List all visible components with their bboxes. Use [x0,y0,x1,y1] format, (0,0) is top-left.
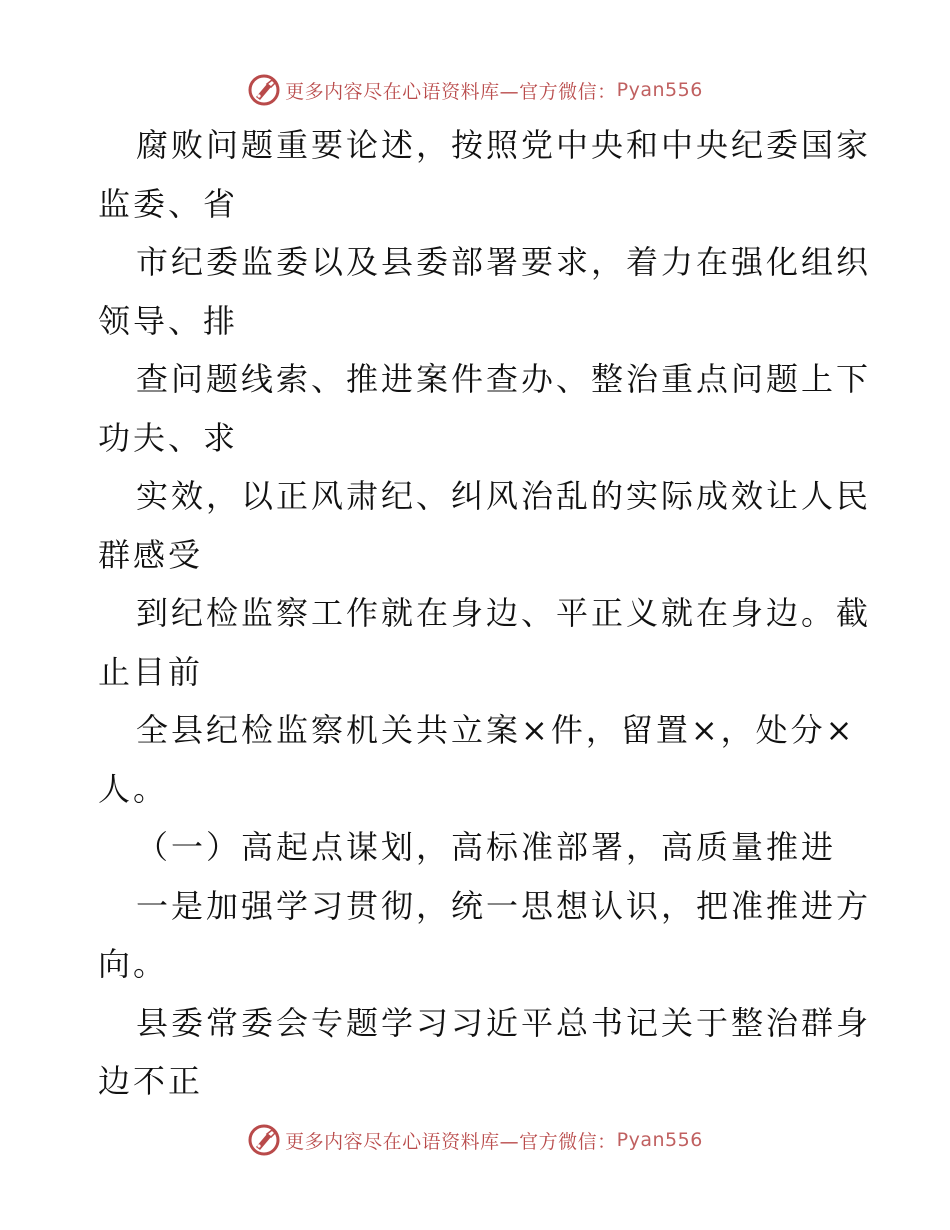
watermark-text: 更多内容尽在心语资料库—官方微信： [285,80,617,103]
text-line: 监委、省 [98,184,239,223]
text-line: 查问题线索、推进案件查办、整治重点问题上下 [136,360,872,398]
text-line: 县委常委会专题学习习近平总书记关于整治群身 [136,1003,872,1042]
text-line: 功夫、求 [98,418,239,457]
text-line: 到纪检监察工作就在身边、平正义就在身边。截 [136,594,872,632]
text-line: 群感受 [98,535,204,574]
text-line: （一）高起点谋划，高标准部署，高质量推进 [136,828,837,866]
pen-nib-logo-icon [247,1123,281,1157]
header-watermark [0,70,950,110]
text-line: 一是加强学习贯彻，统一思想认识，把准推进方 [136,886,872,925]
text-line: 向。 [98,945,169,983]
text-line: 全县纪检监察机关共立案×件，留置×，处分× [136,711,856,749]
watermark-text: 更多内容尽在心语资料库—官方微信： [285,1130,617,1153]
text-line: 市纪委监委以及县委部署要求，着力在强化组织 [136,243,872,281]
text-line: 领导、排 [98,301,239,340]
text-line: 腐败问题重要论述，按照党中央和中央纪委国家 [136,126,872,164]
footer-watermark [0,1120,950,1160]
watermark-id: Pyan556 [616,79,703,101]
pen-nib-logo-icon [247,73,281,107]
text-line: 边不正 [98,1062,204,1100]
text-line: 实效，以正风肃纪、纠风治乱的实际成效让人民 [136,477,872,515]
document-body [98,116,872,1111]
watermark-id: Pyan556 [616,1129,703,1151]
text-line: 人。 [98,769,169,808]
text-line: 止目前 [98,652,204,691]
